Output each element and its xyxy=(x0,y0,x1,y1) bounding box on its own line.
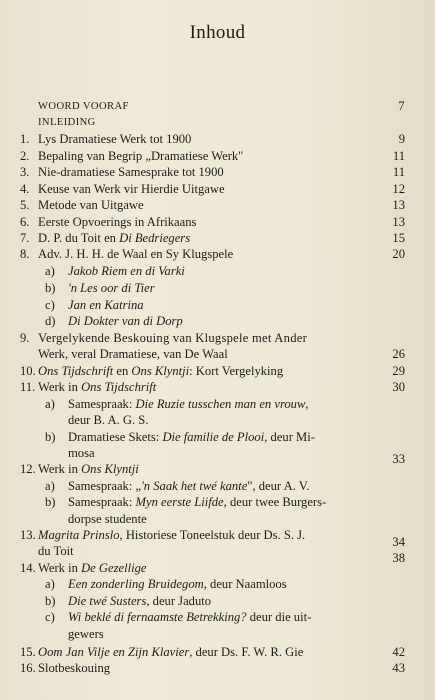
toc-subentry-letter: a) xyxy=(45,479,55,493)
toc-page-number: 26 xyxy=(392,347,405,361)
toc-subentry-letter: a) xyxy=(45,577,55,591)
toc-entry-number: 8. xyxy=(20,247,30,261)
toc-entry-text: Samespraak: Die Ruzie tusschen man en vrouw, xyxy=(68,397,309,411)
toc-entry-text: Dramatiese Skets: Die familie de Plooi, deur Mi- xyxy=(68,430,315,444)
toc-entry-text: Werk in Ons Klyntji xyxy=(38,462,139,476)
toc-entry-text: gewers xyxy=(68,627,104,641)
toc-entry-number: 6. xyxy=(20,215,30,229)
toc-entry-number: 12. xyxy=(20,462,36,476)
toc-entry-number: 14. xyxy=(20,561,36,575)
toc-entry-text: Eerste Opvoerings in Afrikaans xyxy=(38,215,197,229)
toc-page-number: 43 xyxy=(392,661,405,675)
toc-entry-text: Jan en Katrina xyxy=(68,298,144,312)
toc-page-number: 33 xyxy=(392,452,405,466)
toc-entry-text: 'n Les oor di Tier xyxy=(68,281,155,295)
toc-entry-text: Keuse van Werk vir Hierdie Uitgawe xyxy=(38,182,225,196)
toc-page-number: 15 xyxy=(392,231,405,245)
toc-subentry-letter: b) xyxy=(45,594,56,608)
toc-subentry-letter: b) xyxy=(45,281,56,295)
toc-entry-text: Vergelykende Beskouing van Klugspele met Ander xyxy=(38,331,308,345)
toc-entry-text: Werk in De Gezellige xyxy=(38,561,147,575)
toc-entry-text: Metode van Uitgawe xyxy=(38,198,144,212)
toc-entry-number: 7. xyxy=(20,231,30,245)
toc-page-number: 13 xyxy=(392,198,405,212)
toc-subentry-letter: c) xyxy=(45,298,55,312)
toc-entry-text: Wi beklé di fernaamste Betrekking? deur die uit- xyxy=(68,610,312,624)
toc-entry-number: 10. xyxy=(20,364,36,378)
toc-subentry-letter: b) xyxy=(45,430,56,444)
toc-entry-text: Di Dokter van di Dorp xyxy=(68,314,183,328)
toc-entry-number: 13. xyxy=(20,528,36,542)
toc-page-number: 29 xyxy=(392,364,405,378)
toc-entry-text: Een zonderling Bruidegom, deur Naamloos xyxy=(68,577,287,591)
page-title: Inhoud xyxy=(189,22,246,43)
toc-subentry-letter: b) xyxy=(45,495,56,509)
toc-subentry-letter: a) xyxy=(45,397,55,411)
toc-subentry-letter: c) xyxy=(45,610,55,624)
toc-entry-text: Samespraak: „'n Saak het twé kante", deur A. V. xyxy=(68,479,310,493)
toc-entry-text: mosa xyxy=(68,446,95,460)
toc-entry-number: 3. xyxy=(20,165,30,179)
toc-page-number: 12 xyxy=(392,182,405,196)
toc-entry-text: INLEIDING xyxy=(38,117,96,128)
toc-entry-text: Lys Dramatiese Werk tot 1900 xyxy=(38,132,192,146)
toc-entry-number: 5. xyxy=(20,198,30,212)
toc-entry-number: 1. xyxy=(20,132,30,146)
toc-entry-text: Ons Tijdschrift en Ons Klyntji: Kort Vergelyking xyxy=(38,364,284,378)
toc-page-number: 38 xyxy=(392,551,405,565)
toc-entry-text: deur B. A. G. S. xyxy=(68,413,149,427)
toc-page-number: 11 xyxy=(392,149,405,163)
toc-entry-number: 15. xyxy=(20,645,36,659)
toc-entry-text: Samespraak: Myn eerste Liifde, deur twee Burgers- xyxy=(68,495,327,509)
toc-entry-text: Slotbeskouing xyxy=(38,661,111,675)
toc-page-number: 20 xyxy=(392,247,405,261)
toc-entry-number: 11. xyxy=(20,380,36,394)
toc-subentry-letter: d) xyxy=(45,314,56,328)
toc-entry-text: WOORD VOORAF xyxy=(38,101,129,112)
toc-subentry-letter: a) xyxy=(45,264,55,278)
toc-page-number: 42 xyxy=(392,645,405,659)
toc-entry-text: Bepaling van Begrip „Dramatiese Werk" xyxy=(38,149,244,163)
toc-page-number: 30 xyxy=(392,380,405,394)
toc-entry-text: Adv. J. H. H. de Waal en Sy Klugspele xyxy=(38,247,234,261)
toc-page-number: 9 xyxy=(398,132,405,146)
toc-entry-number: 2. xyxy=(20,149,30,163)
toc-entry-text: D. P. du Toit en Di Bedriegers xyxy=(38,231,191,245)
toc-entry-text: Die twé Susters, deur Jaduto xyxy=(68,594,212,608)
toc-entry-text: Nie-dramatiese Samesprake tot 1900 xyxy=(38,165,224,179)
toc-entry-text: Oom Jan Vilje en Zijn Klavier, deur Ds. F. W. R. Gie xyxy=(38,645,304,659)
toc-page-number: 34 xyxy=(392,535,405,549)
toc-page-number: 13 xyxy=(392,215,405,229)
toc-entry-text: Werk in Ons Tijdschrift xyxy=(38,380,157,394)
toc-entry-number: 16. xyxy=(20,661,36,675)
toc-entry-number: 9. xyxy=(20,331,30,345)
toc-entry-text: Jakob Riem en di Varki xyxy=(68,264,185,278)
toc-entry-text: Magrita Prinslo, Historiese Toneelstuk deur Ds. S. J. xyxy=(38,528,306,542)
toc-entry-text: Werk, veral Dramatiese, van De Waal xyxy=(38,347,228,361)
toc-entry-text: dorpse studente xyxy=(68,512,147,526)
toc-page-number: 11 xyxy=(392,165,405,179)
toc-entry-text: du Toit xyxy=(38,544,74,558)
toc-entry-number: 4. xyxy=(20,182,30,196)
toc-page-number: 7 xyxy=(398,99,405,113)
